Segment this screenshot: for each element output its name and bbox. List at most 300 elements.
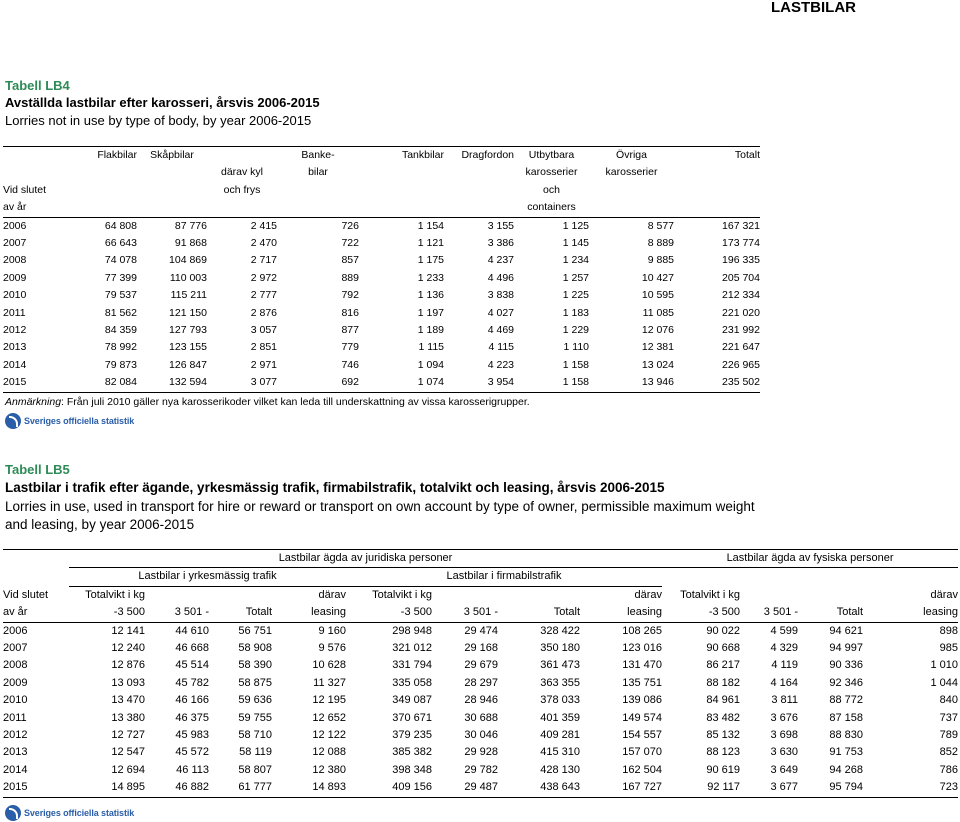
table-row: [3, 762, 958, 779]
value-cell: 409 281: [540, 729, 580, 742]
value-cell: 692: [277, 374, 359, 392]
value-cell: 13 470: [111, 694, 145, 707]
column-header: [137, 182, 207, 199]
column-header: 3 501 -: [145, 604, 209, 622]
column-header: därav: [634, 588, 663, 601]
value-cell: 816: [341, 306, 359, 319]
value-cell: 1 121: [417, 237, 444, 250]
value-cell: 12 727: [111, 729, 145, 742]
value-cell: 889: [341, 271, 359, 284]
table-row: [3, 374, 760, 392]
column-header: [674, 199, 760, 217]
value-cell: 58 119: [239, 746, 272, 759]
value-cell: 1 257: [562, 271, 589, 284]
table-row: [3, 710, 958, 727]
value-cell: 123 016: [622, 642, 663, 655]
year-cell: 2006: [3, 219, 27, 232]
value-cell: 840: [939, 694, 959, 707]
value-cell: 11 327: [313, 676, 346, 689]
value-cell: 91 753: [829, 746, 864, 759]
value-cell: 4 237: [487, 254, 514, 267]
value-cell: 1 044: [930, 676, 959, 689]
value-cell: 321 012: [392, 642, 432, 655]
value-cell: 221 020: [722, 306, 760, 319]
value-cell: 3 698: [770, 729, 799, 742]
value-cell: 90 619: [706, 763, 741, 776]
value-cell: 1 110: [563, 341, 589, 354]
year-cell: 2013: [3, 341, 27, 354]
value-cell: 30 688: [464, 711, 498, 724]
empty-cell: [3, 550, 69, 568]
table-row: [3, 727, 958, 744]
page-header: LASTBILAR: [771, 0, 856, 16]
value-cell: 2 415: [250, 219, 277, 232]
value-cell: 29 928: [464, 746, 498, 759]
value-cell: 401 359: [540, 711, 580, 724]
value-cell: 4 599: [770, 624, 799, 637]
column-header: Flakbilar: [63, 147, 137, 165]
value-cell: 87 158: [829, 711, 864, 724]
lb5-header-row-2: [3, 568, 958, 586]
column-header: leasing: [272, 604, 346, 622]
year-cell: 2006: [3, 624, 28, 637]
value-cell: 379 235: [392, 729, 432, 742]
value-cell: 1 197: [417, 306, 444, 319]
value-cell: 786: [939, 763, 959, 776]
value-cell: 385 382: [392, 746, 432, 759]
column-header: därav kyl: [220, 166, 263, 179]
year-cell: 2012: [3, 324, 27, 337]
value-cell: 231 992: [722, 324, 760, 337]
column-header: Dragfordon: [444, 147, 514, 165]
column-header: [589, 199, 674, 217]
column-header: [359, 164, 444, 181]
value-cell: 82 084: [63, 374, 137, 392]
column-header: [209, 586, 272, 604]
column-header: [137, 199, 207, 217]
column-header: Vid slutet: [3, 588, 49, 601]
value-cell: 12 547: [111, 746, 145, 759]
value-cell: 28 946: [464, 694, 498, 707]
value-cell: 59 755: [238, 711, 272, 724]
value-cell: 2 876: [250, 306, 277, 319]
value-cell: 90 668: [706, 642, 741, 655]
column-header: [498, 586, 580, 604]
table-lb5: [3, 549, 958, 798]
year-cell: 2015: [3, 374, 63, 392]
year-cell: 2008: [3, 254, 27, 267]
value-cell: 92 346: [829, 676, 864, 689]
lb5-header-row-4: [3, 604, 958, 622]
value-cell: 2 717: [250, 254, 277, 267]
value-cell: 10 427: [641, 271, 674, 284]
value-cell: 79 537: [104, 289, 137, 302]
column-header: karosserier: [525, 166, 578, 179]
value-cell: 11 085: [642, 306, 674, 319]
value-cell: 1 154: [417, 219, 444, 232]
value-cell: 335 058: [392, 676, 432, 689]
value-cell: 2 777: [250, 289, 277, 302]
value-cell: 14 895: [69, 779, 145, 797]
column-header: Totalt: [498, 604, 580, 622]
value-cell: 157 070: [622, 746, 663, 759]
column-header: Vid slutet: [3, 183, 46, 196]
year-cell: 2014: [3, 763, 28, 776]
value-cell: 4 496: [487, 271, 514, 284]
lb4-header-row: [3, 199, 760, 217]
value-cell: 90 336: [829, 659, 864, 672]
value-cell: 3 677: [740, 779, 798, 797]
value-cell: 10 628: [312, 659, 346, 672]
column-header: [137, 164, 207, 181]
table-row: [3, 640, 958, 657]
table-row: [3, 339, 760, 356]
column-header: -3 500: [662, 604, 740, 622]
table-row: [3, 270, 760, 287]
year-cell: 2010: [3, 289, 27, 302]
value-cell: 167 321: [722, 219, 760, 232]
value-cell: 167 727: [580, 779, 662, 797]
column-header: Totalvikt i kg: [372, 588, 432, 601]
value-cell: 94 621: [829, 624, 864, 637]
column-header: därav: [930, 588, 959, 601]
value-cell: 90 022: [706, 624, 741, 637]
table-lb4: [3, 146, 760, 393]
value-cell: 792: [341, 289, 359, 302]
table-lb5-subtitle: Lorries in use, used in transport for hire or reward or transport on own account by type of owner, permissible maximum weight and leasing, by year 2006-2015: [5, 499, 755, 532]
value-cell: 56 751: [238, 624, 272, 637]
value-cell: 30 046: [464, 729, 498, 742]
empty-cell: [3, 568, 69, 586]
value-cell: 737: [939, 711, 959, 724]
sos-logo-text: Sveriges officiella statistik: [24, 416, 135, 426]
value-cell: 415 310: [540, 746, 580, 759]
value-cell: 438 643: [498, 779, 580, 797]
table-row: [3, 779, 958, 797]
column-header: [145, 586, 209, 604]
column-header: [207, 147, 277, 165]
value-cell: 428 130: [540, 763, 580, 776]
value-cell: 115 211: [170, 289, 207, 302]
value-cell: 722: [341, 237, 359, 250]
value-cell: 28 297: [464, 676, 498, 689]
column-header: av år: [3, 199, 63, 217]
value-cell: 10 595: [641, 289, 674, 302]
table-row: [3, 252, 760, 269]
column-header: [3, 164, 63, 181]
lb4-header-row: [3, 164, 760, 181]
value-cell: 298 948: [392, 624, 432, 637]
value-cell: 45 983: [175, 729, 209, 742]
value-cell: 4 223: [487, 358, 514, 371]
value-cell: 378 033: [540, 694, 580, 707]
column-header: leasing: [863, 604, 958, 622]
value-cell: 1 074: [359, 374, 444, 392]
value-cell: 149 574: [622, 711, 663, 724]
value-cell: 131 470: [622, 659, 663, 672]
value-cell: 86 217: [706, 659, 741, 672]
value-cell: 4 469: [487, 324, 514, 337]
value-cell: 4 329: [770, 642, 799, 655]
table-row: [3, 235, 760, 252]
column-header: [740, 586, 798, 604]
value-cell: 61 777: [209, 779, 272, 797]
value-cell: 398 348: [392, 763, 432, 776]
lb4-header-row: [3, 147, 760, 165]
value-cell: 121 150: [169, 306, 207, 319]
value-cell: 196 335: [722, 254, 760, 267]
value-cell: 135 751: [622, 676, 663, 689]
table-row: [3, 692, 958, 709]
group-header-fysiska: Lastbilar ägda av fysiska personer: [662, 550, 958, 568]
value-cell: 12 141: [111, 624, 145, 637]
value-cell: 877: [341, 324, 359, 337]
value-cell: 84 359: [104, 324, 137, 337]
column-header: [444, 164, 514, 181]
table-lb5-title: Lastbilar i trafik efter ägande, yrkesmässig trafik, firmabilstrafik, totalvikt och leasing, årsvis 2006-2015: [5, 480, 665, 495]
value-cell: 9 885: [647, 254, 674, 267]
column-header: 3 501 -: [432, 604, 498, 622]
value-cell: 88 123: [706, 746, 741, 759]
value-cell: 2 971: [250, 358, 277, 371]
column-header: leasing: [580, 604, 662, 622]
value-cell: 3 811: [771, 694, 799, 707]
table-lb5-label: Tabell LB5: [5, 462, 70, 477]
value-cell: 2 851: [250, 341, 277, 354]
value-cell: 1 225: [562, 289, 589, 302]
column-header: Tankbilar: [359, 147, 444, 165]
sos-logo-icon: [5, 413, 21, 429]
value-cell: 12 122: [312, 729, 346, 742]
value-cell: 79 873: [104, 358, 137, 371]
table-lb4-note: [5, 396, 530, 408]
group-header-juridiska: Lastbilar ägda av juridiska personer: [69, 550, 662, 568]
value-cell: 92 117: [662, 779, 740, 797]
column-header: [63, 164, 137, 181]
column-header: [444, 199, 514, 217]
value-cell: 95 794: [798, 779, 863, 797]
column-header: därav: [318, 588, 346, 601]
value-cell: 13 380: [111, 711, 145, 724]
value-cell: 3 057: [250, 324, 277, 337]
value-cell: 3 954: [444, 374, 514, 392]
column-header: [674, 164, 760, 181]
value-cell: 12 652: [312, 711, 346, 724]
value-cell: 350 180: [540, 642, 580, 655]
column-header: -3 500: [69, 604, 145, 622]
value-cell: 58 875: [238, 676, 272, 689]
value-cell: 12 381: [641, 341, 674, 354]
column-header: [63, 182, 137, 199]
column-header: 3 501 -: [740, 604, 798, 622]
column-header: [444, 182, 514, 199]
year-cell: 2009: [3, 676, 28, 689]
value-cell: 1 010: [930, 659, 959, 672]
lb5-header-row-3: [3, 586, 958, 604]
column-header: [3, 147, 63, 165]
value-cell: 3 155: [487, 219, 514, 232]
value-cell: 78 992: [104, 341, 137, 354]
column-header: [277, 199, 359, 217]
value-cell: 127 793: [169, 324, 207, 337]
column-header: Totalt: [209, 604, 272, 622]
value-cell: 212 334: [722, 289, 760, 302]
column-header: [207, 199, 277, 217]
sos-logo: [5, 805, 134, 821]
value-cell: 3 386: [487, 237, 514, 250]
column-header: Utbytbara: [514, 147, 589, 165]
value-cell: 4 115: [488, 341, 514, 354]
column-header: Totalt: [798, 604, 863, 622]
value-cell: 723: [863, 779, 958, 797]
note-text: : Från juli 2010 gäller nya karosserikoder vilket kan leda till underskattning av vissa karosserigrupper.: [61, 396, 530, 408]
table-lb4-label: Tabell LB4: [5, 78, 70, 93]
value-cell: 45 572: [175, 746, 209, 759]
value-cell: 44 610: [175, 624, 209, 637]
value-cell: 64 808: [104, 219, 137, 232]
table-row: [3, 657, 958, 674]
value-cell: 1 229: [562, 324, 589, 337]
value-cell: 14 893: [272, 779, 346, 797]
value-cell: 1 145: [562, 237, 589, 250]
column-header: -3 500: [346, 604, 432, 622]
value-cell: 139 086: [622, 694, 663, 707]
column-header: containers: [514, 199, 589, 217]
value-cell: 1 094: [417, 358, 444, 371]
value-cell: 46 882: [145, 779, 209, 797]
value-cell: 4 119: [771, 659, 799, 672]
lb5-header-row-1: [3, 550, 958, 568]
table-lb4-subtitle: Lorries not in use by type of body, by year 2006-2015: [5, 113, 312, 128]
column-header: Totalt: [674, 147, 760, 165]
value-cell: 29 168: [464, 642, 498, 655]
value-cell: 81 562: [104, 306, 137, 319]
table-row: [3, 217, 760, 235]
value-cell: 108 265: [622, 624, 663, 637]
table-row: [3, 622, 958, 640]
column-header: och: [543, 183, 560, 196]
year-cell: 2015: [3, 779, 69, 797]
value-cell: 173 774: [722, 237, 760, 250]
column-header: Banke-: [277, 147, 359, 165]
value-cell: 58 908: [238, 642, 272, 655]
value-cell: 1 189: [417, 324, 444, 337]
value-cell: 58 390: [238, 659, 272, 672]
value-cell: 12 240: [111, 642, 145, 655]
year-cell: 2014: [3, 358, 27, 371]
value-cell: 88 182: [706, 676, 741, 689]
column-header: Övriga: [589, 147, 674, 165]
value-cell: 123 155: [169, 341, 207, 354]
value-cell: 3 077: [207, 374, 277, 392]
year-cell: 2011: [3, 306, 26, 319]
value-cell: 1 183: [562, 306, 589, 319]
value-cell: 852: [939, 746, 959, 759]
value-cell: 1 233: [417, 271, 444, 284]
value-cell: 88 830: [829, 729, 864, 742]
value-cell: 58 710: [238, 729, 272, 742]
column-header: [359, 182, 444, 199]
table-row: [3, 357, 760, 374]
value-cell: 205 704: [722, 271, 760, 284]
value-cell: 46 166: [175, 694, 209, 707]
table-row: [3, 287, 760, 304]
value-cell: 1 234: [562, 254, 589, 267]
value-cell: 74 078: [104, 254, 137, 267]
value-cell: 3 838: [487, 289, 514, 302]
value-cell: 9 576: [318, 642, 346, 655]
table-row: [3, 744, 958, 761]
value-cell: 84 961: [706, 694, 741, 707]
value-cell: 12 694: [111, 763, 145, 776]
value-cell: 12 876: [111, 659, 145, 672]
value-cell: 29 474: [464, 624, 498, 637]
value-cell: 2 470: [250, 237, 277, 250]
value-cell: 126 847: [169, 358, 207, 371]
value-cell: 8 889: [647, 237, 674, 250]
value-cell: 361 473: [540, 659, 580, 672]
year-cell: 2007: [3, 237, 27, 250]
sos-logo: [5, 413, 134, 429]
value-cell: 1 136: [417, 289, 444, 302]
value-cell: 29 679: [464, 659, 498, 672]
value-cell: 85 132: [706, 729, 741, 742]
column-header: [674, 182, 760, 199]
value-cell: 154 557: [622, 729, 663, 742]
value-cell: 12 088: [312, 746, 346, 759]
value-cell: 4 027: [487, 306, 514, 319]
year-cell: 2009: [3, 271, 27, 284]
value-cell: 8 577: [647, 219, 674, 232]
value-cell: 363 355: [540, 676, 580, 689]
column-header: bilar: [308, 166, 328, 179]
lb4-header-row: [3, 182, 760, 199]
value-cell: 3 630: [770, 746, 799, 759]
value-cell: 726: [341, 219, 359, 232]
column-header: Totalvikt i kg: [85, 588, 145, 601]
table-row: [3, 322, 760, 339]
value-cell: 66 643: [104, 237, 137, 250]
value-cell: 87 776: [174, 219, 207, 232]
value-cell: 9 160: [318, 624, 346, 637]
value-cell: 1 158: [514, 374, 589, 392]
value-cell: 29 487: [432, 779, 498, 797]
value-cell: 985: [939, 642, 959, 655]
value-cell: 59 636: [238, 694, 272, 707]
column-header: [63, 199, 137, 217]
value-cell: 1 125: [562, 219, 589, 232]
value-cell: 91 868: [174, 237, 207, 250]
year-cell: 2011: [3, 711, 27, 724]
value-cell: 94 997: [829, 642, 864, 655]
year-cell: 2007: [3, 642, 28, 655]
value-cell: 46 375: [175, 711, 209, 724]
column-header: av år: [3, 604, 69, 622]
value-cell: 162 504: [622, 763, 663, 776]
value-cell: 12 380: [312, 763, 346, 776]
value-cell: 857: [341, 254, 359, 267]
column-header: Skåpbilar: [137, 147, 207, 165]
value-cell: 746: [341, 358, 359, 371]
value-cell: 45 782: [175, 676, 209, 689]
year-cell: 2008: [3, 659, 28, 672]
value-cell: 779: [341, 341, 359, 354]
value-cell: 132 594: [137, 374, 207, 392]
year-cell: 2013: [3, 746, 28, 759]
value-cell: 104 869: [169, 254, 207, 267]
value-cell: 1 115: [418, 341, 444, 354]
value-cell: 94 268: [829, 763, 864, 776]
